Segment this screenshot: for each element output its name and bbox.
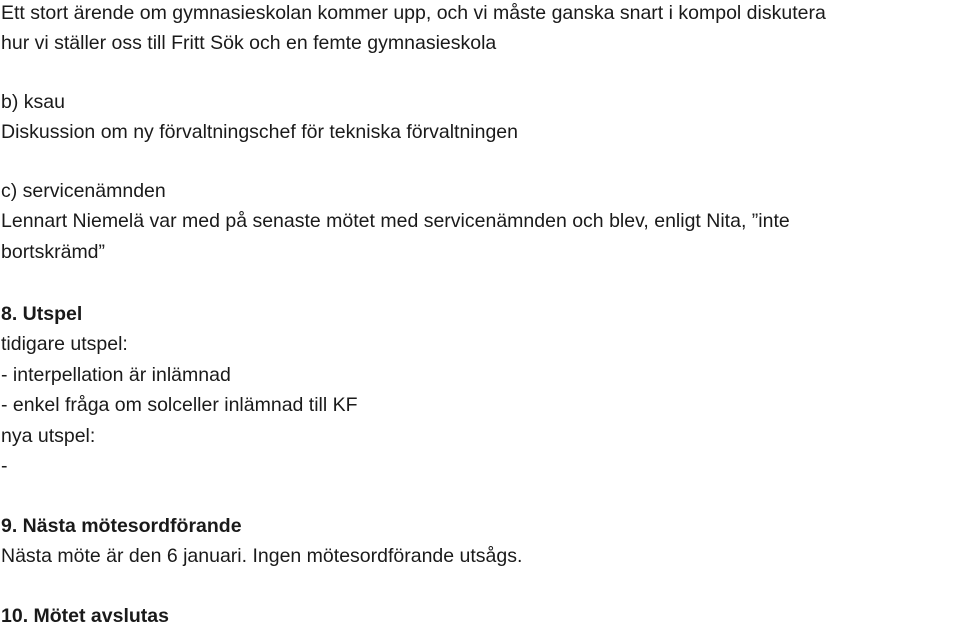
section-9-heading: 9. Nästa mötesordförande (1, 515, 242, 537)
section-8-item-2: - enkel fråga om solceller inlämnad till KF (1, 394, 358, 416)
section-8-new-item: - (1, 455, 8, 477)
intro-line-1: Ett stort ärende om gymnasieskolan kommer upp, och vi måste ganska snart i kompol diskutera (1, 2, 826, 24)
section-10-heading: 10. Mötet avslutas (1, 605, 169, 627)
section-8-heading: 8. Utspel (1, 303, 83, 325)
section-b-heading: b) ksau (1, 91, 65, 113)
section-8-new-label: nya utspel: (1, 425, 96, 447)
section-c-text-line-1: Lennart Niemelä var med på senaste mötet med servicenämnden och blev, enligt Nita, ”inte (1, 210, 790, 232)
section-b-text: Diskussion om ny förvaltningschef för tekniska förvaltningen (1, 121, 518, 143)
section-c-text-line-2: bortskrämd” (1, 241, 106, 263)
section-c-heading: c) servicenämnden (1, 180, 166, 202)
section-8-earlier-label: tidigare utspel: (1, 333, 128, 355)
intro-line-2: hur vi ställer oss till Fritt Sök och en femte gymnasieskola (1, 32, 497, 54)
section-8-item-1: - interpellation är inlämnad (1, 364, 231, 386)
section-9-text: Nästa möte är den 6 januari. Ingen mötesordförande utsågs. (1, 545, 523, 567)
